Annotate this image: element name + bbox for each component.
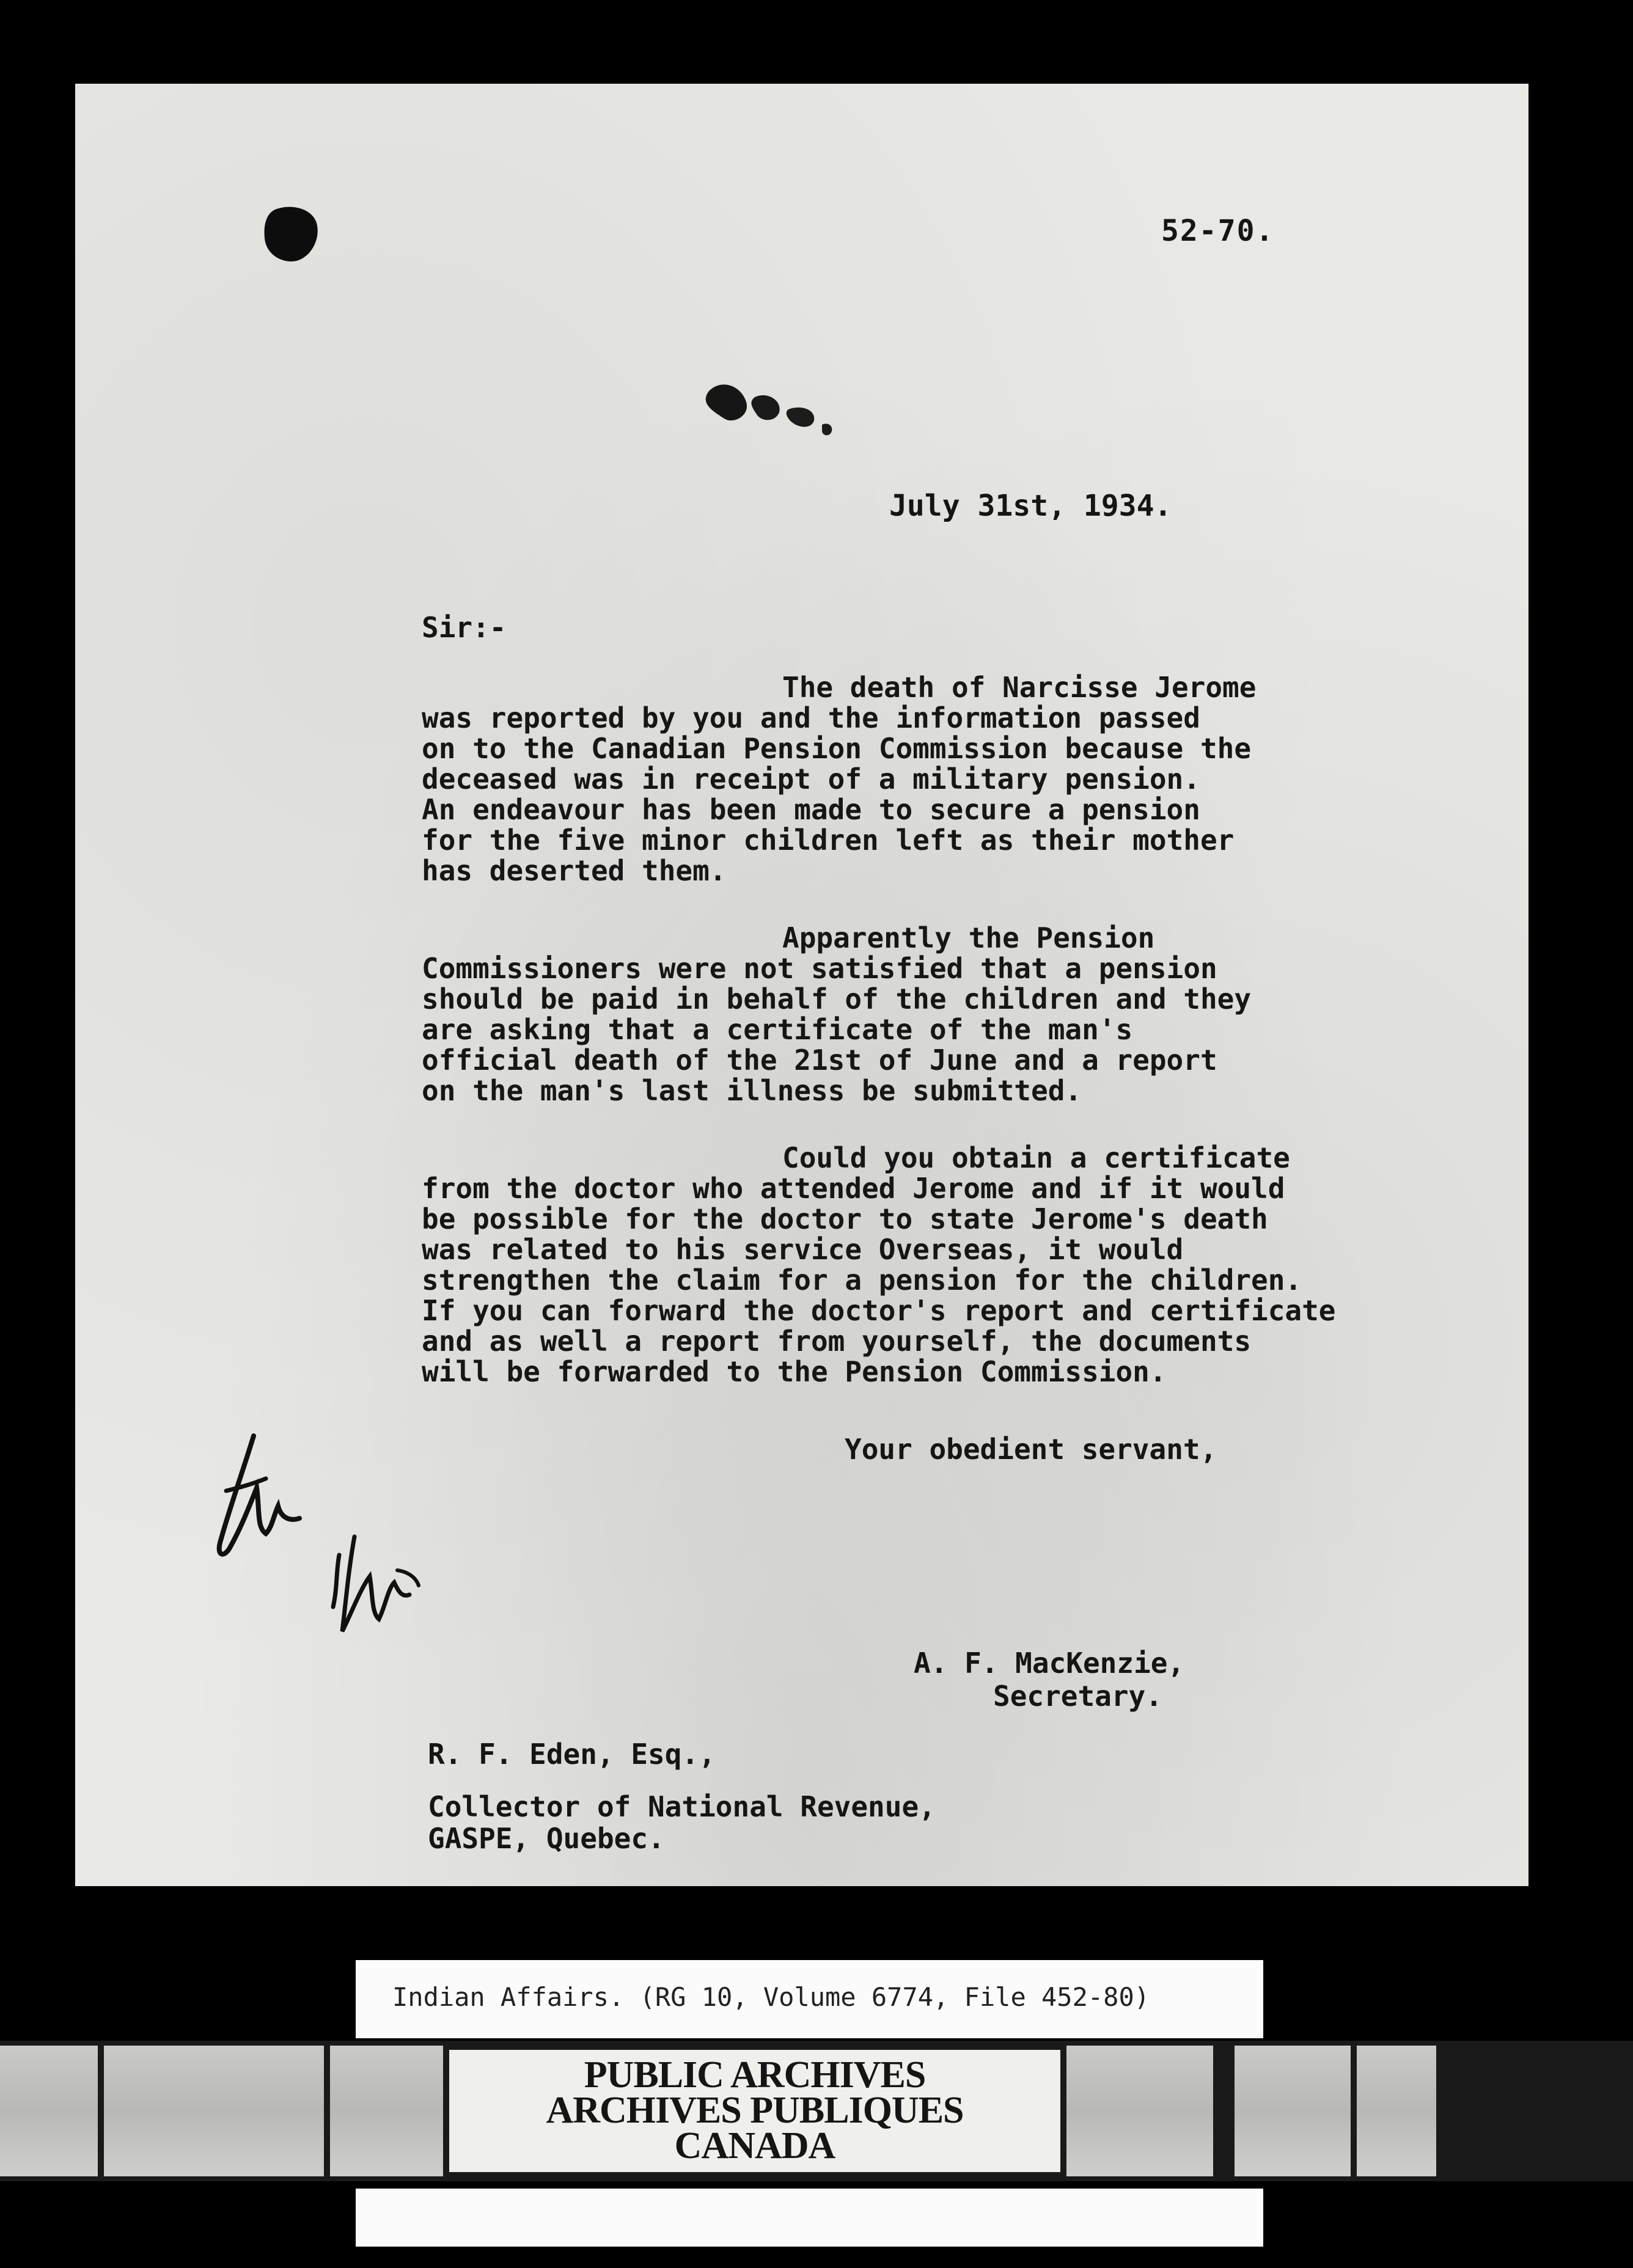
body-line: and as well a report from yourself, the documents: [422, 1325, 1252, 1358]
body-line: Apparently the Pension: [782, 921, 1155, 954]
film-piece-right-3: [1357, 2046, 1436, 2176]
stamp-smudge-mark: [703, 373, 843, 440]
paragraph-3: [422, 1143, 1430, 1387]
film-piece-right-2: [1235, 2046, 1351, 2176]
body-line: was reported by you and the information passed: [422, 701, 1200, 734]
handwritten-initials-mark: [208, 1430, 464, 1686]
signature-name: A. F. MacKenzie,: [914, 1647, 1185, 1680]
archive-caption: Indian Affairs. (RG 10, Volume 6774, File 452-80): [392, 1982, 1150, 2012]
archives-label-line: PUBLIC ARCHIVES: [584, 2054, 926, 2096]
body-line: If you can forward the doctor's report and certificate: [422, 1294, 1336, 1327]
body-line: official death of the 21st of June and a report: [422, 1044, 1217, 1077]
ink-blot-mark: [263, 205, 319, 263]
body-line: for the five minor children left as their mother: [422, 824, 1235, 857]
body-line: will be forwarded to the Pension Commission.: [422, 1355, 1167, 1388]
film-piece-left-3: [330, 2046, 443, 2176]
body-line: from the doctor who attended Jerome and if it would: [422, 1172, 1285, 1205]
body-line: on the man's last illness be submitted.: [422, 1074, 1082, 1107]
public-archives-label: [449, 2050, 1060, 2172]
letter-body: [422, 672, 1430, 1424]
film-piece-right: [1066, 2046, 1213, 2176]
recipient-block: [428, 1738, 936, 1854]
letter-date: July 31st, 1934.: [889, 489, 1172, 523]
body-line: deceased was in receipt of a military pension.: [422, 763, 1200, 796]
signature-block: [914, 1647, 1184, 1713]
body-line: on to the Canadian Pension Commission because the: [422, 732, 1252, 765]
recipient-location: GASPE, Quebec.: [428, 1822, 665, 1855]
body-line: should be paid in behalf of the children and they: [422, 982, 1252, 1015]
archives-label-line: CANADA: [674, 2125, 835, 2167]
body-line: An endeavour has been made to secure a pension: [422, 793, 1200, 826]
body-line: The death of Narcisse Jerome: [782, 671, 1257, 704]
body-line: has deserted them.: [422, 854, 727, 887]
file-reference-number: 52-70.: [1161, 214, 1275, 248]
recipient-name: R. F. Eden, Esq.,: [428, 1738, 716, 1771]
body-line: Commissioners were not satisfied that a pension: [422, 952, 1217, 985]
body-line: are asking that a certificate of the man's: [422, 1013, 1133, 1046]
archives-label-line: ARCHIVES PUBLIQUES: [546, 2090, 964, 2131]
body-line: be possible for the doctor to state Jerome's death: [422, 1202, 1268, 1235]
body-line: Could you obtain a certificate: [782, 1141, 1290, 1174]
paragraph-1: [422, 672, 1430, 886]
film-piece-left-2: [104, 2046, 324, 2176]
paragraph-2: [422, 923, 1430, 1106]
film-piece-left: [0, 2046, 98, 2176]
body-line: was related to his service Overseas, it would: [422, 1233, 1184, 1266]
closing-phrase: Your obedient servant,: [845, 1433, 1217, 1466]
salutation: Sir:-: [422, 611, 507, 644]
archive-caption-strip: [356, 1960, 1263, 2038]
signature-title: Secretary.: [993, 1680, 1162, 1713]
recipient-position: Collector of National Revenue,: [428, 1790, 936, 1823]
body-line: strengthen the claim for a pension for the children.: [422, 1264, 1302, 1297]
blank-bottom-strip: [356, 2189, 1263, 2247]
